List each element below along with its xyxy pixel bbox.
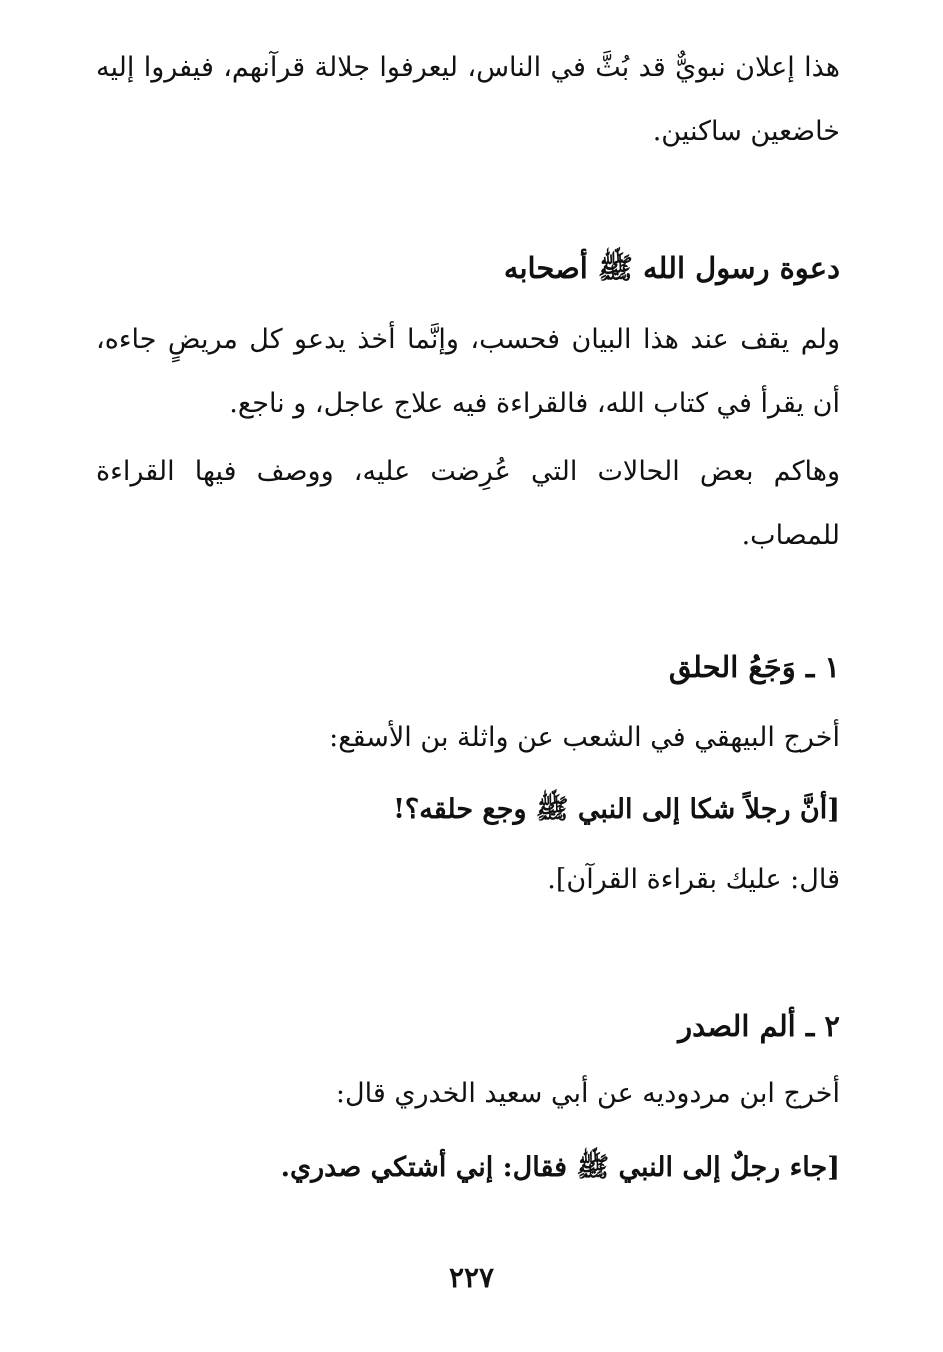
case-2-heading: ٢ ـ ألم الصدر (678, 1009, 840, 1043)
case-1-heading: ١ ـ وَجَعُ الحلق (668, 650, 840, 684)
case-1-quote: [أنَّ رجلاً شكا إلى النبي ﷺ وجع حلقه؟! (393, 794, 840, 825)
case-1-narration: أخرج البيهقي في الشعب عن واثلة بن الأسقع: (329, 722, 840, 753)
invitation-paragraph-2: وهاكم بعض الحالات التي عُرِضت عليه، ووصف فيها القراءة للمصاب. (96, 456, 840, 551)
section-heading-invitation: دعوة رسول الله ﷺ أصحابه (503, 251, 840, 285)
book-page (96, 0, 840, 1352)
case-2-quote: [جاء رجلٌ إلى النبي ﷺ فقال: إني أشتكي صدري. (280, 1152, 840, 1183)
page-number: ٢٢٧ (448, 1261, 495, 1294)
case-2-narration: أخرج ابن مردوديه عن أبي سعيد الخدري قال: (335, 1078, 840, 1109)
invitation-paragraph-1: ولم يقف عند هذا البيان فحسب، وإنَّما أخذ يدعو كل مريضٍ جاءه، أن يقرأ في كتاب الله، فالقراءة فيه علاج عاجل، و ناجع. (96, 324, 840, 419)
case-1-reply: قال: عليك بقراءة القرآن]. (547, 864, 840, 895)
intro-paragraph: هذا إعلان نبويٌّ قد بُثَّ في الناس، ليعرفوا جلالة قرآنهم، فيفروا إليه خاضعين ساكنين. (96, 52, 840, 147)
